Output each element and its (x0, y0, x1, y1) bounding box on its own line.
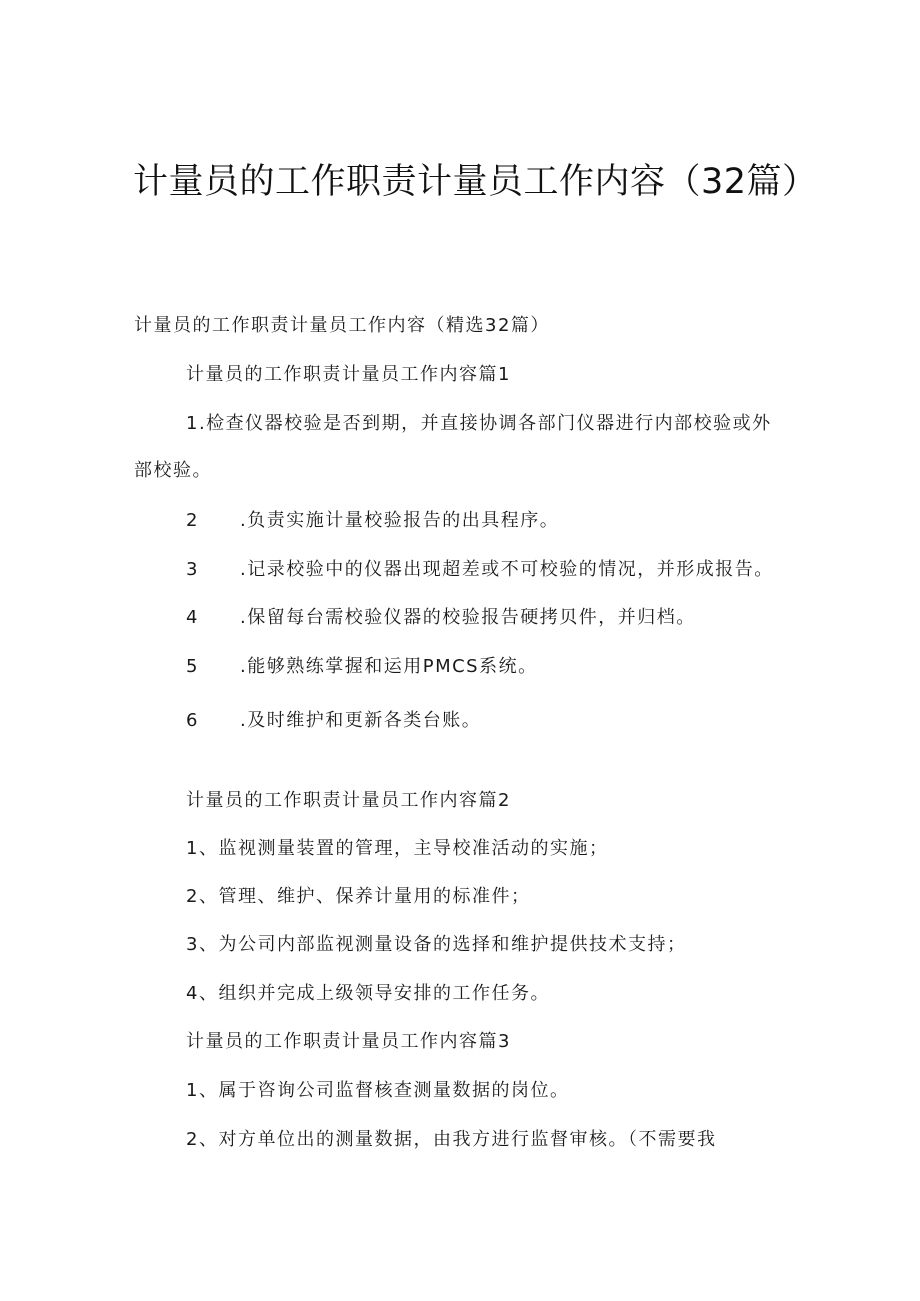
list-item (186, 654, 538, 680)
item-number: 2 (186, 510, 199, 531)
intro-line: 计量员的工作职责计量员工作内容（精选32篇） (134, 315, 550, 336)
section-heading: 计量员的工作职责计量员工作内容篇2 (186, 790, 511, 811)
item-text: .及时维护和更新各类台账。 (240, 710, 482, 731)
item-text: .记录校验中的仪器出现超差或不可校验的情况，并形成报告。 (240, 559, 774, 580)
item-number: 4 (186, 607, 199, 628)
document-title: 计量员的工作职责计量员工作内容（32篇） (133, 162, 818, 202)
item-text: .负责实施计量校验报告的出具程序。 (240, 510, 560, 531)
list-item (186, 605, 696, 631)
item-number: 5 (186, 656, 199, 677)
list-item: 2、管理、维护、保养计量用的标准件； (186, 886, 531, 907)
item-text: .保留每台需校验仪器的校验报告硬拷贝件，并归档。 (240, 607, 696, 628)
list-item: 1、监视测量装置的管理，主导校准活动的实施； (186, 838, 609, 859)
item-number: 6 (186, 710, 199, 731)
list-item: 4、组织并完成上级领导安排的工作任务。 (186, 983, 550, 1004)
list-item (186, 508, 559, 534)
item-number: 3 (186, 559, 199, 580)
list-item (186, 557, 774, 583)
list-item-continuation: 部校验。 (134, 460, 212, 481)
list-item: 1.检查仪器校验是否到期，并直接协调各部门仪器进行内部校验或外 (186, 413, 772, 434)
item-text: .能够熟练掌握和运用PMCS系统。 (240, 656, 538, 677)
list-item (186, 708, 481, 734)
list-item: 3、为公司内部监视测量设备的选择和维护提供技术支持； (186, 934, 687, 955)
section-heading: 计量员的工作职责计量员工作内容篇3 (186, 1031, 511, 1052)
section-heading: 计量员的工作职责计量员工作内容篇1 (186, 364, 511, 385)
list-item: 2、对方单位出的测量数据，由我方进行监督审核。（不需要我 (186, 1129, 717, 1150)
list-item: 1、属于咨询公司监督核查测量数据的岗位。 (186, 1080, 570, 1101)
